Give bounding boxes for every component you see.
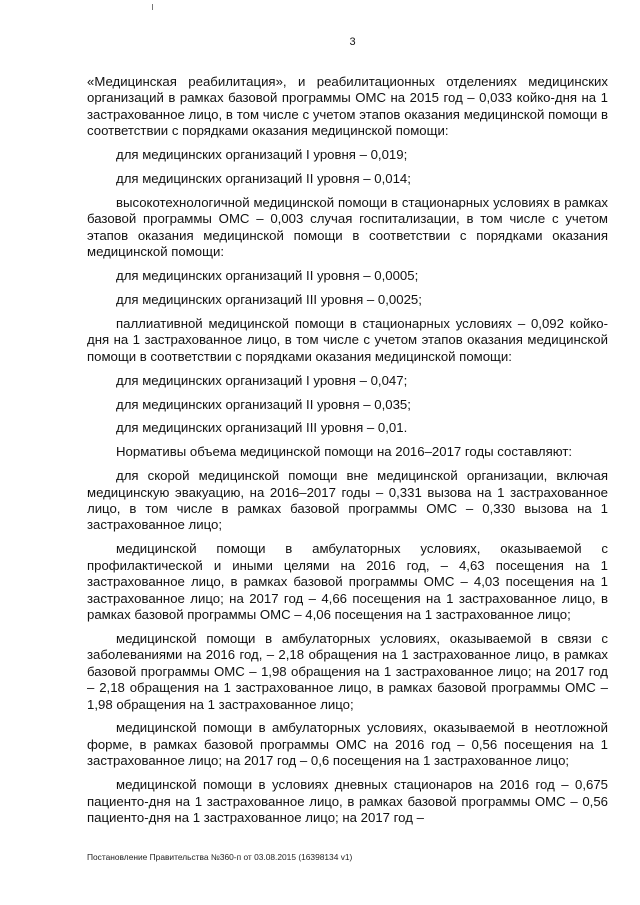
paragraph: паллиативной медицинской помощи в стационарных условиях – 0,092 койко-дня на 1 застрахованное лицо, в том числе с учетом этапов оказания медицинской помощи в соответствии с порядками оказания медицинской помощи: [87, 315, 608, 364]
paragraph: Нормативы объема медицинской помощи на 2016–2017 годы составляют: [116, 444, 573, 460]
paragraph: для медицинских организаций II уровня – 0,0005; [116, 268, 419, 284]
paragraph: медицинской помощи в амбулаторных условиях, оказываемой в связи с заболеваниями на 2016 год, – 2,18 обращения на 1 застрахованное лицо, в рамках базовой программы ОМС – 1,98 обращения на 1 застрахованное лицо; на 2017 год – 2,18 обращения на 1 застрахованное лицо, в рамках базовой программы ОМС – 1,98 обращения на 1 застрахованное лицо; [87, 630, 608, 712]
paragraph: медицинской помощи в амбулаторных условиях, оказываемой в неотложной форме, в рамках базовой программы ОМС на 2016 год – 0,56 посещения на 1 застрахованное лицо; на 2017 год – 0,6 посещения на 1 застрахованное лицо; [87, 720, 608, 769]
document-body [87, 74, 608, 826]
paragraph: для медицинских организаций II уровня – 0,014; [116, 171, 411, 187]
paragraph: для медицинских организаций II уровня – 0,035; [116, 396, 411, 412]
page-number: 3 [349, 36, 356, 48]
paragraph: для медицинских организаций III уровня – 0,0025; [116, 291, 422, 307]
paragraph: «Медицинская реабилитация», и реабилитационных отделениях медицинских организаций в рамках базовой программы ОМС на 2015 год – 0,033 койко-дня на 1 застрахованное лицо, в том числе с учетом этапов оказания медицинской помощи в соответствии с порядками оказания медицинской помощи: [87, 74, 608, 139]
paragraph: медицинской помощи в условиях дневных стационаров на 2016 год – 0,675 пациенто-дня на 1 застрахованное лицо, в рамках базовой программы ОМС – 0,56 пациенто-дня на 1 застрахованное лицо; на 2017 год – [87, 777, 608, 825]
paragraph: для медицинских организаций I уровня – 0,047; [116, 372, 408, 388]
document-footer: Постановление Правительства №360-п от 03.08.2015 (16398134 v1) [87, 852, 353, 862]
paragraph: для скорой медицинской помощи вне медицинской организации, включая медицинскую эвакуацию, на 2016–2017 годы – 0,331 вызова на 1 застрахованное лицо, в том числе в рамках базовой программы ОМС – 0,330 вызова на 1 застрахованное лицо; [87, 468, 608, 533]
scan-mark [152, 4, 153, 10]
paragraph: медицинской помощи в амбулаторных условиях, оказываемой с профилактической и иными целями на 2016 год, – 4,63 посещения на 1 застрахованное лицо, в рамках базовой программы ОМС – 4,03 посещения на 1 застрахованное лицо; на 2017 год – 4,66 посещения на 1 застрахованное лицо, в рамках базовой программы ОМС – 4,06 посещения на 1 застрахованное лицо; [87, 541, 608, 622]
paragraph: для медицинских организаций III уровня – 0,01. [116, 420, 408, 436]
paragraph: для медицинских организаций I уровня – 0,019; [116, 147, 408, 163]
paragraph: высокотехнологичной медицинской помощи в стационарных условиях в рамках базовой программы ОМС – 0,003 случая госпитализации, в том числе с учетом этапов оказания медицинской помощи в соответствии с порядками оказания медицинской помощи: [87, 194, 608, 260]
